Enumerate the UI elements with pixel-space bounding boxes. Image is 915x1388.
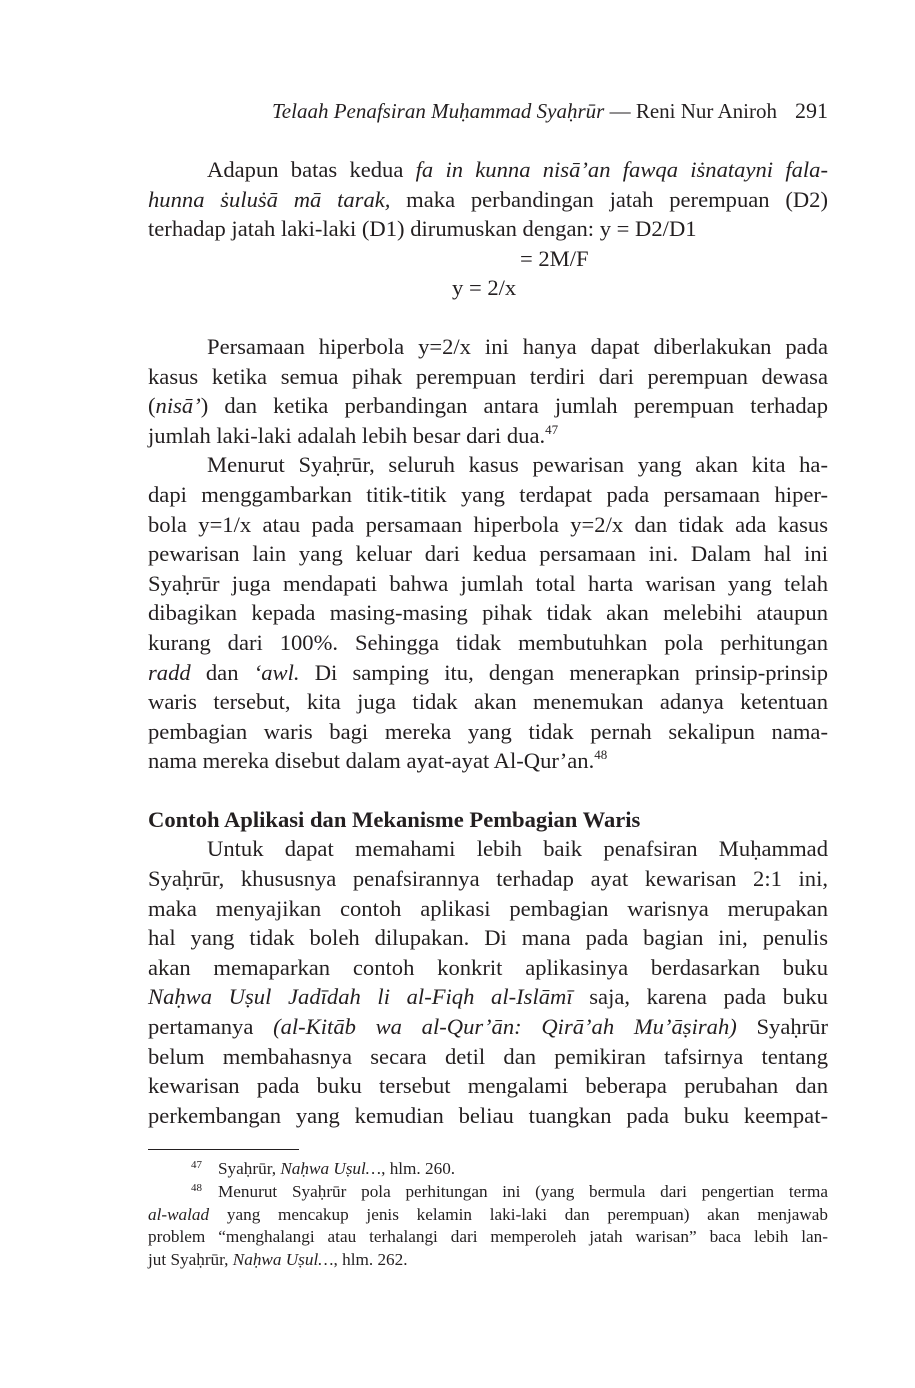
footnote-line: al-walad yang mencakup jenis kelamin laki-laki dan perempuan) akan menjawab <box>148 1204 828 1224</box>
text-line: belum membahasnya secara detil dan pemikiran tafsirnya tentang <box>148 1043 828 1069</box>
text-line: bola y=1/x atau pada persamaan hiperbola y=2/x dan tidak ada kasus <box>148 511 828 537</box>
running-header <box>148 96 828 126</box>
text-line: radd dan ‘awl. Di samping itu, dengan menerapkan prinsip-prinsip <box>148 659 828 685</box>
footnote-number: 47 <box>191 1159 202 1171</box>
text-line: pertamanya (al-Kitāb wa al-Qur’ān: Qirā’ah Mu’āṣirah) Syaḥrūr <box>148 1014 828 1040</box>
footnote-divider <box>148 1149 299 1150</box>
text-line: Naḥwa Uṣul Jadīdah li al-Fiqh al-Islāmī saja, karena pada buku <box>148 984 828 1010</box>
equation-line: = 2M/F <box>520 245 589 271</box>
text-line: hunna ṡuluṡā mā tarak, maka perbandingan jatah perempuan (D2) <box>148 186 828 212</box>
header-author: — Reni Nur Aniroh <box>604 99 777 123</box>
text-line: dibagikan kepada masing-masing pihak tidak akan melebihi ataupun <box>148 600 828 626</box>
text-line: pewarisan lain yang keluar dari kedua persamaan ini. Dalam hal ini <box>148 541 828 567</box>
section-heading: Contoh Aplikasi dan Mekanisme Pembagian Waris <box>148 806 641 832</box>
text-line: maka menyajikan contoh aplikasi pembagian warisnya merupakan <box>148 895 828 921</box>
header-title: Telaah Penafsiran Muḥammad Syaḥrūr <box>272 99 605 123</box>
text-line: kasus ketika semua pihak perempuan terdiri dari perempuan dewasa <box>148 363 828 389</box>
text-line: pembagian waris bagi mereka yang tidak pernah sekalipun nama- <box>148 718 828 744</box>
text-line: Untuk dapat memahami lebih baik penafsiran Muḥammad <box>207 836 828 862</box>
text-line: waris tersebut, kita juga tidak akan menemukan adanya ketentuan <box>148 689 828 715</box>
text-line: Menurut Syaḥrūr, seluruh kasus pewarisan yang akan kita ha- <box>207 452 828 478</box>
text-line: kewarisan pada buku tersebut mengalami beberapa perubahan dan <box>148 1073 828 1099</box>
text-line: hal yang tidak boleh dilupakan. Di mana pada bagian ini, penulis <box>148 925 828 951</box>
text-line: nama mereka disebut dalam ayat-ayat Al-Qur’an.$^{48}$ <box>148 747 608 774</box>
text-line: Persamaan hiperbola y=2/x ini hanya dapat diberlakukan pada <box>207 333 828 359</box>
footnote-47: $^{47}$ Syaḥrūr, Naḥwa Uṣul…, hlm. 260. <box>191 1159 456 1178</box>
text-line: Syaḥrūr juga mendapati bahwa jumlah total harta warisan yang telah <box>148 570 828 596</box>
footnote-48: $^{48}$ Menurut Syaḥrūr pola perhitungan ini (yang bermula dari pengertian terma <box>191 1181 828 1201</box>
footnote-ref: 48 <box>594 747 608 763</box>
footnotes <box>148 1158 828 1272</box>
text-line: kurang dari 100%. Sehingga tidak membutuhkan pola perhitungan <box>148 629 828 655</box>
text-line: dapi menggambarkan titik-titik yang terdapat pada persamaan hiper- <box>148 481 828 507</box>
text-line: jumlah laki-laki adalah lebih besar dari dua.$^{47}$ <box>148 421 559 448</box>
text-line: Adapun batas kedua fa in kunna nisā’an fawqa iṡnatayni fala- <box>207 157 828 182</box>
footnote-line: problem “menghalangi atau terhalangi dari memperoleh jatah warisan” baca lebih lan- <box>148 1227 828 1247</box>
page-number: 291 <box>795 98 828 123</box>
text-line: akan memaparkan contoh konkrit aplikasinya berdasarkan buku <box>148 954 828 980</box>
text-line: (nisā’) dan ketika perbandingan antara jumlah perempuan terhadap <box>148 393 828 419</box>
text-line: perkembangan yang kemudian beliau tuangkan pada buku keempat- <box>148 1102 828 1128</box>
footnote-line: jut Syaḥrūr, Naḥwa Uṣul…, hlm. 262. <box>148 1250 408 1270</box>
page-body <box>148 155 828 1130</box>
text-line: terhadap jatah laki-laki (D1) dirumuskan dengan: y = D2/D1 <box>148 216 697 242</box>
footnote-number: 48 <box>191 1181 202 1194</box>
equation-line: y = 2/x <box>452 275 517 301</box>
footnote-ref: 47 <box>545 421 559 437</box>
text-line: Syaḥrūr, khususnya penafsirannya terhadap ayat kewarisan 2:1 ini, <box>148 866 828 892</box>
